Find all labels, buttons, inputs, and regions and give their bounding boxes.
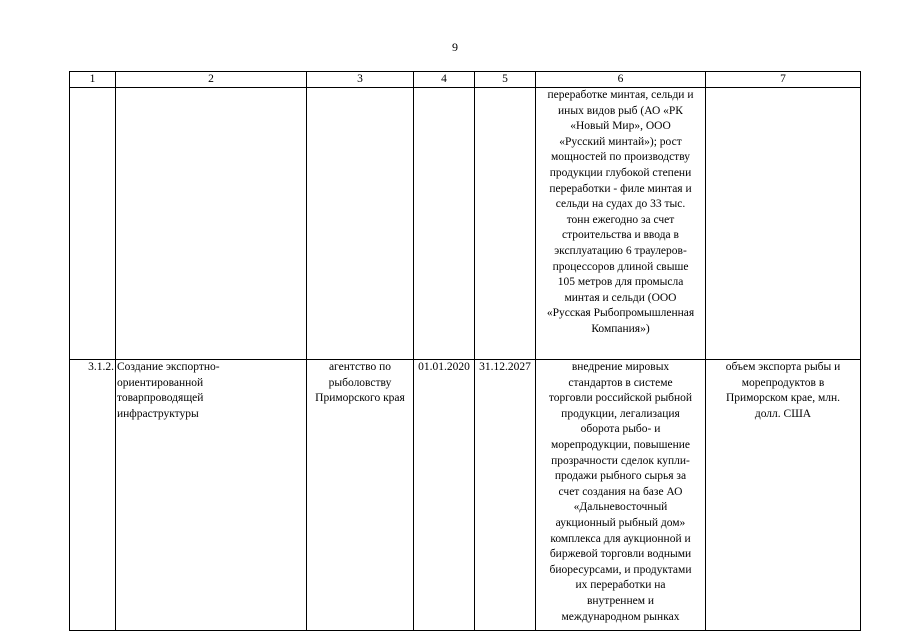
page-number: 9: [452, 40, 458, 54]
result-cell: переработке минтая, сельди и иных видов рыб (АО «РК «Новый Мир», ООО «Русский минтай»); рост мощностей по производству продукции глубокой степени переработки - филе минтая и сельди на судах до 33 тыс. тонн ежегодно за счет строительства и ввода в эксплуатацию 6 траулеров- процессоров длиной свыше 105 метров для промысла минтая и сельди (ООО «Русская Рыбопромышленная Компания»): [536, 88, 706, 360]
column-header: 4: [414, 72, 475, 88]
table-row-3-1-2: [70, 360, 861, 631]
result-cell: внедрение мировых стандартов в системе торговли российской рыбной продукции, легализация оборота рыбо- и морепродукции, повышение прозрачности сделок купли- продажи рыбного сырья за счет создания на базе АО «Дальневосточный аукционный рыбный дом» комплекса для аукционной и биржевой торговли водными биоресурсами, и продуктами их переработки на внутреннем и международном рынках: [536, 360, 706, 631]
column-header: 3: [307, 72, 414, 88]
empty-cell: [116, 88, 307, 360]
column-header: 5: [475, 72, 536, 88]
measures-table: [69, 71, 861, 631]
empty-cell: [475, 88, 536, 360]
start-date-cell: 01.01.2020: [414, 360, 475, 631]
column-header: 1: [70, 72, 116, 88]
empty-cell: [307, 88, 414, 360]
measure-name-cell: Создание экспортно- ориентированной товарпроводящей инфраструктуры: [116, 360, 307, 631]
column-header: 7: [706, 72, 861, 88]
column-header: 6: [536, 72, 706, 88]
table-row-continuation: [70, 88, 861, 360]
empty-cell: [70, 88, 116, 360]
row-number-cell: 3.1.2.: [70, 360, 116, 631]
empty-cell: [706, 88, 861, 360]
executor-cell: агентство по рыболовству Приморского края: [307, 360, 414, 631]
indicator-cell: объем экспорта рыбы и морепродуктов в Приморском крае, млн. долл. США: [706, 360, 861, 631]
empty-cell: [414, 88, 475, 360]
column-header: 2: [116, 72, 307, 88]
table-header-row: [70, 72, 861, 88]
end-date-cell: 31.12.2027: [475, 360, 536, 631]
